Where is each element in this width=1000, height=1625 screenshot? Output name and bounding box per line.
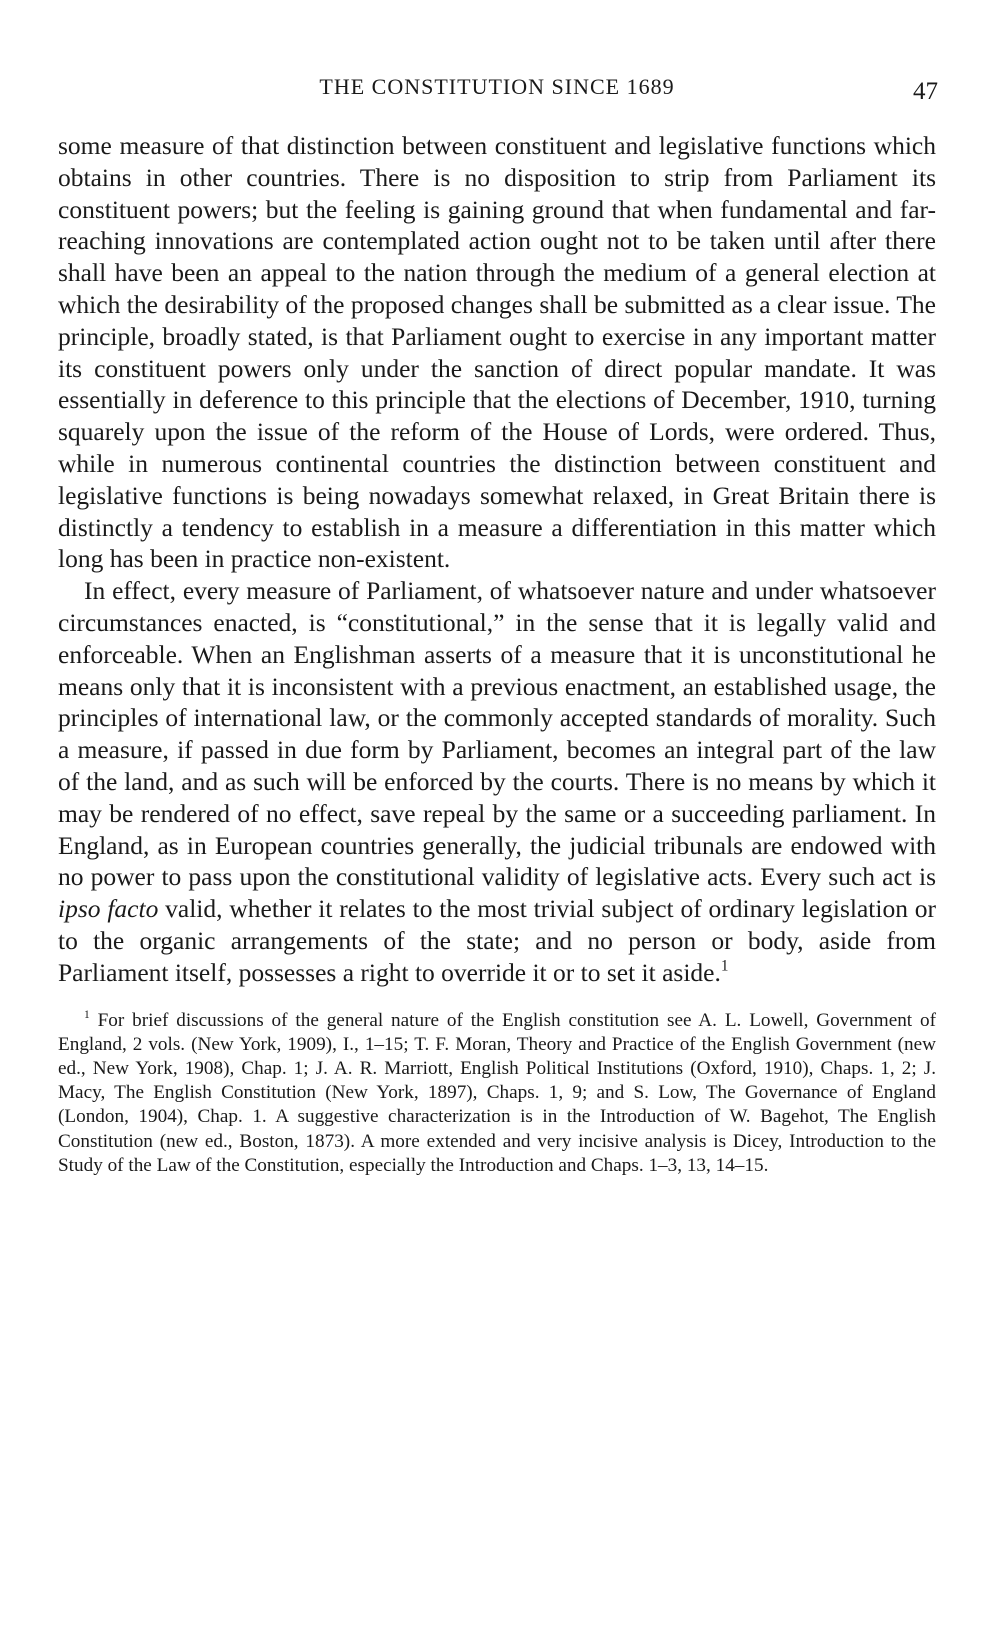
paragraph-2-part-2: valid, whether it relates to the most trivial subject of ordinary legislation or to the organic arrangements of the state; and no person or body, aside from Parliament itself, possesses a right to override it or to set it aside.	[58, 894, 937, 987]
page-number: 47	[913, 78, 938, 105]
book-page	[58, 70, 936, 1178]
footnote	[58, 1009, 936, 1178]
footnotes	[58, 1009, 936, 1178]
footnote-reference: 1	[720, 957, 729, 975]
body-text	[58, 130, 936, 989]
running-head	[58, 70, 936, 106]
paragraph-1: some measure of that distinction between constituent and legislative functions which obtains in other countries. There is no disposition to strip from Parliament its constituent powers; but the feeling is gaining ground that when fundamental and far-reaching innovations are contemplated action ought not to be taken until after there shall have been an appeal to the nation through the medium of a general election at which the desirability of the proposed changes shall be submitted as a clear issue. The principle, broadly stated, is that Parliament ought to exercise in any important matter its constituent powers only under the sanction of direct popular mandate. It was essentially in deference to this principle that the elections of December, 1910, turning squarely upon the issue of the reform of the House of Lords, were ordered. Thus, while in numerous continental countries the distinction between constituent and legislative functions is being nowadays somewhat relaxed, in Great Britain there is distinctly a tendency to establish in a measure a differentiation in this matter which long has been in practice non-existent.	[58, 131, 936, 574]
latin-phrase: ipso facto	[58, 894, 159, 924]
footnote-marker: 1	[84, 1008, 90, 1021]
paragraph-2	[58, 575, 936, 988]
running-title: THE CONSTITUTION SINCE 1689	[319, 74, 675, 99]
footnote-text: For brief discussions of the general nature of the English constitution see A. L. Lowell, Government of England, 2 vols. (New York, 1909), I., 1–15; T. F. Moran, Theory and Practice of the English Government (new ed., New York, 1908), Chap. 1; J. A. R. Marriott, English Political Institutions (Oxford, 1910), Chaps. 1, 2; J. Macy, The English Constitution (New York, 1897), Chaps. 1, 9; and S. Low, The Governance of England (London, 1904), Chap. 1. A suggestive characterization is in the Introduction of W. Bagehot, The English Constitution (new ed., Boston, 1873). A more extended and very incisive analysis is Dicey, Introduction to the Study of the Law of the Constitution, especially the Introduction and Chaps. 1–3, 13, 14–15.	[58, 1009, 936, 1176]
paragraph-2-part-1: In effect, every measure of Parliament, of whatsoever nature and under whatsoever circumstances enacted, is “constitutional,” in the sense that it is legally valid and enforceable. When an Englishman asserts of a measure that it is unconstitutional he means only that it is inconsistent with a previous enactment, an established usage, the principles of international law, or the commonly accepted standards of morality. Such a measure, if passed in due form by Parliament, becomes an integral part of the law of the land, and as such will be enforced by the courts. There is no means by which it may be rendered of no effect, save repeal by the same or a succeeding parliament. In England, as in European countries generally, the judicial tribunals are endowed with no power to pass upon the constitutional validity of legislative acts. Every such act is	[58, 576, 936, 892]
